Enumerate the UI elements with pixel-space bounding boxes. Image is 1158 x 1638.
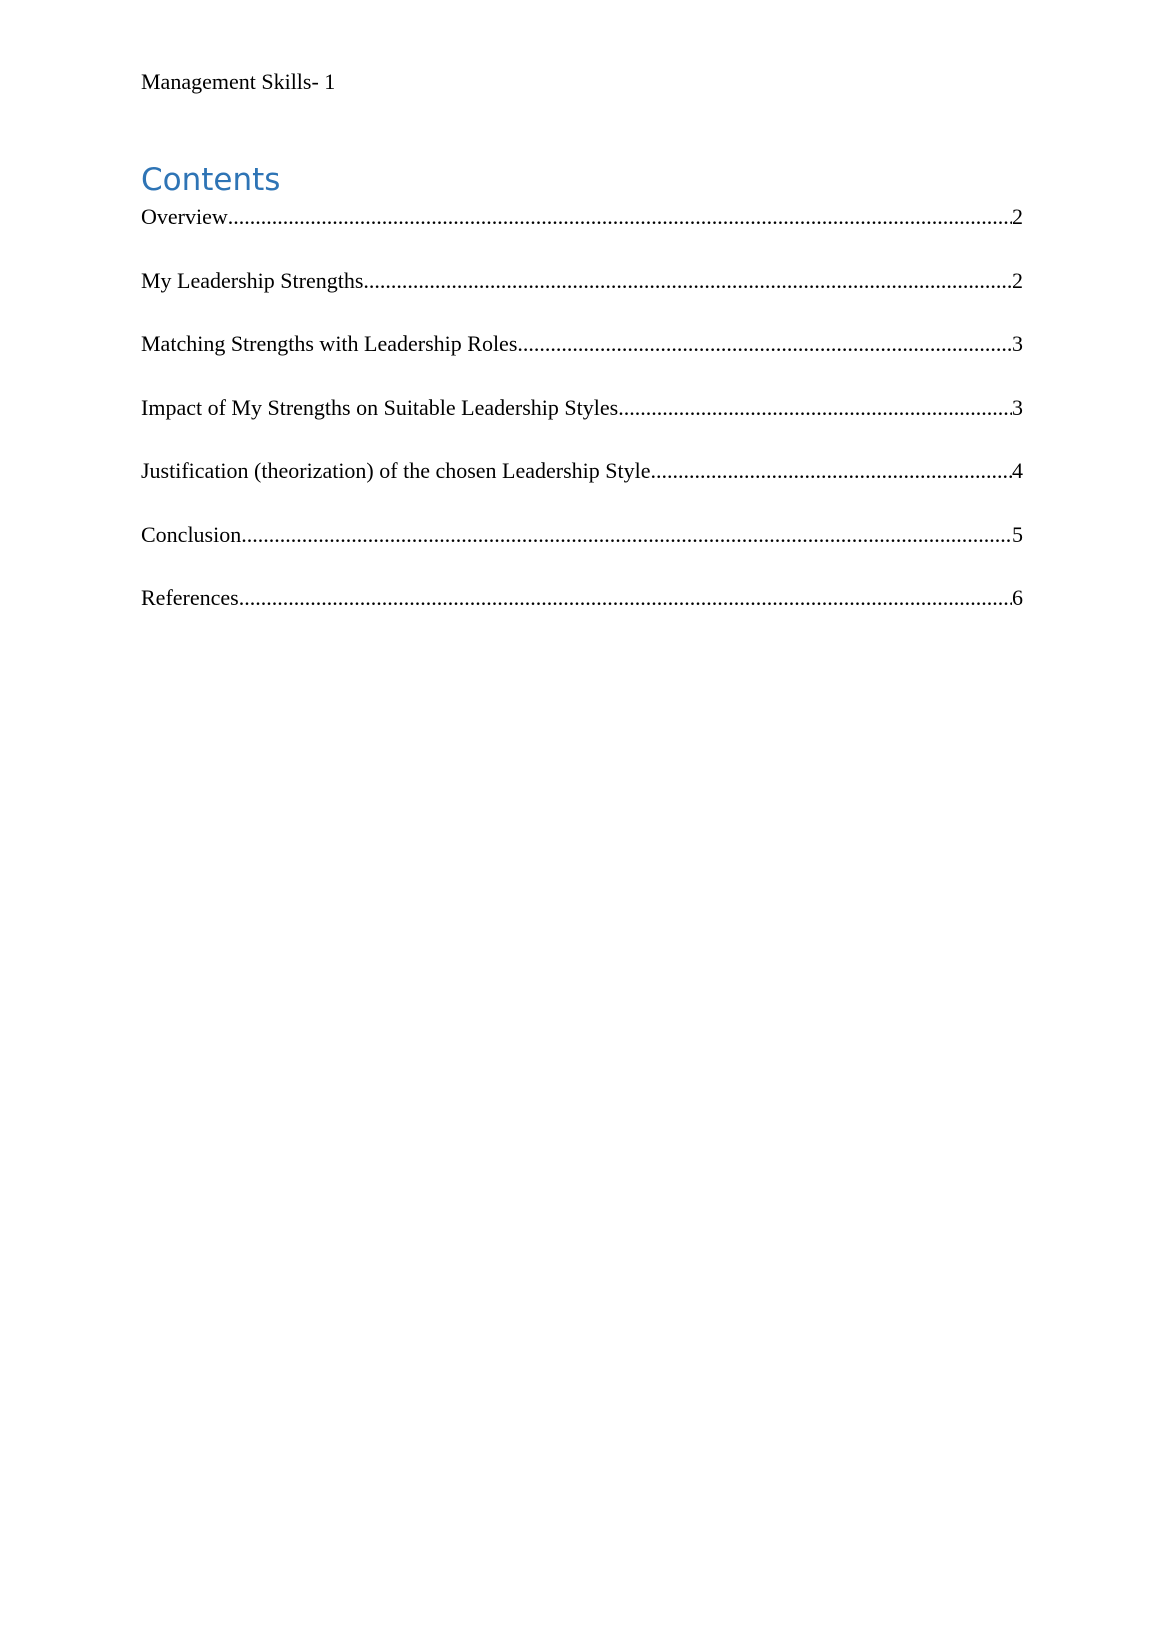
toc-dot-leader bbox=[517, 329, 1012, 359]
toc-entry-title: References bbox=[141, 585, 239, 610]
toc-entry-matching-strengths[interactable] bbox=[141, 329, 1023, 393]
toc-dot-leader bbox=[239, 583, 1012, 613]
toc-entry-justification[interactable] bbox=[141, 456, 1023, 520]
toc-page-number: 2 bbox=[1012, 204, 1023, 229]
toc-entry-title: Impact of My Strengths on Suitable Leadership Styles bbox=[141, 394, 619, 420]
toc-heading: Contents bbox=[141, 162, 281, 198]
toc-dot-leader bbox=[241, 520, 1012, 550]
toc-page-number: 3 bbox=[1012, 394, 1023, 420]
toc-entry-references[interactable] bbox=[141, 583, 1023, 647]
toc-page-number: 4 bbox=[1012, 458, 1023, 483]
toc-page-number: 3 bbox=[1012, 331, 1023, 356]
table-of-contents bbox=[141, 202, 1023, 647]
toc-entry-title: Matching Strengths with Leadership Roles bbox=[141, 331, 518, 356]
toc-entry-title: Justification (theorization) of the chosen Leadership Style bbox=[141, 458, 651, 483]
toc-entry-title: Conclusion bbox=[141, 521, 242, 547]
toc-page-number: 6 bbox=[1012, 585, 1023, 610]
toc-page-number: 2 bbox=[1012, 267, 1023, 293]
toc-dot-leader bbox=[228, 202, 1012, 232]
toc-entry-impact-of-strengths[interactable] bbox=[141, 393, 1023, 457]
toc-entry-overview[interactable] bbox=[141, 202, 1023, 266]
toc-dot-leader bbox=[363, 266, 1012, 296]
toc-entry-conclusion[interactable] bbox=[141, 520, 1023, 584]
toc-dot-leader bbox=[651, 456, 1012, 486]
toc-entry-title: My Leadership Strengths bbox=[141, 267, 364, 293]
toc-dot-leader bbox=[618, 393, 1012, 423]
toc-entry-title: Overview bbox=[141, 204, 228, 229]
page-header: Management Skills- 1 bbox=[141, 69, 336, 94]
toc-page-number: 5 bbox=[1012, 521, 1023, 547]
toc-entry-leadership-strengths[interactable] bbox=[141, 266, 1023, 330]
